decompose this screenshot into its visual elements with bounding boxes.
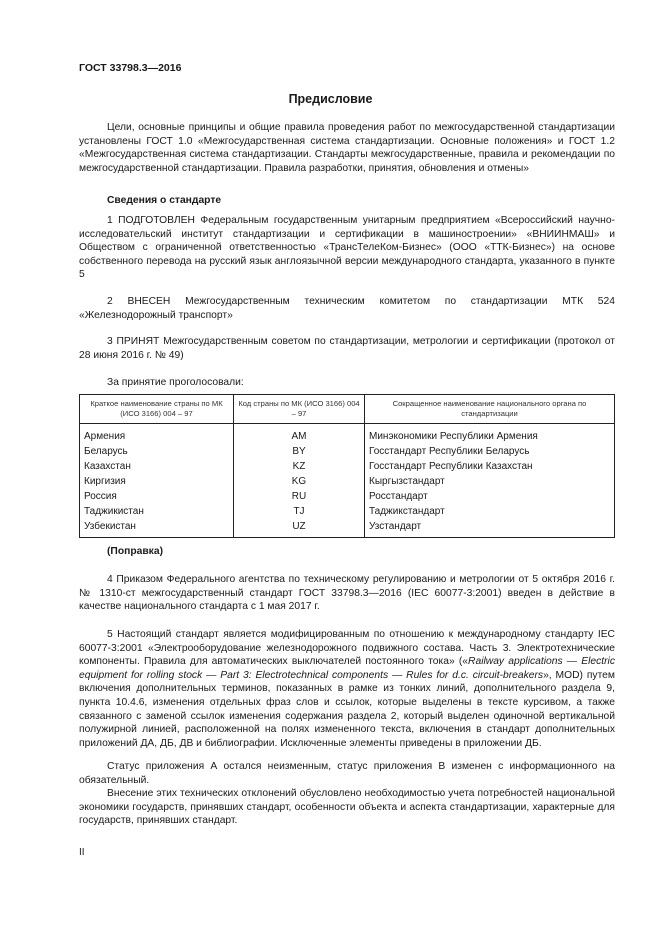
table-row — [80, 444, 615, 459]
table-row — [80, 474, 615, 489]
intro-paragraph: Цели, основные принципы и общие правила проведения работ по межгосударственной стандартизации установлены ГОСТ 1.0 «Межгосударственная система стандартизации. Основные положения» и ГОСТ 1.2 «Межгосударственная система стандартизации. Стандарты межгосударственные, правила и рекомендации по межгосударственной стандартизации. Правила разработки, принятия, обновления и отмены» — [79, 122, 615, 174]
cell-code: BY — [234, 444, 365, 459]
col-header-country: Краткое наименование страны по МК (ИСО 3166) 004 – 97 — [80, 395, 234, 424]
item-5-modification — [79, 628, 615, 750]
item-5-text-start: 5 Настоящий стандарт является модифицированным по отношению к международному стандарту IEC 60077-3:2001 «Электрооборудование железнодорожного подвижного состава. Часть 3. Электротехнические компоненты. Правила для автоматических выключателей постоянного тока» (« — [79, 629, 615, 668]
cell-body: Таджикстандарт — [365, 504, 615, 519]
col-header-body: Сокращенное наименование национального органа по стандартизации — [365, 395, 615, 424]
cell-country: Беларусь — [80, 444, 234, 459]
cell-body: Госстандарт Республики Беларусь — [365, 444, 615, 459]
cell-body: Росстандарт — [365, 489, 615, 504]
page-number: II — [79, 847, 85, 858]
item-3-adopted: 3 ПРИНЯТ Межгосударственным советом по стандартизации, метрологии и сертификации (протокол от 28 июня 2016 г. № 49) — [79, 336, 615, 361]
table-row — [80, 504, 615, 519]
page-title: Предисловие — [288, 92, 373, 106]
col-header-code: Код страны по МК (ИСО 3166) 004 – 97 — [234, 395, 365, 424]
cell-body: Госстандарт Республики Казахстан — [365, 459, 615, 474]
cell-body: Кыргызстандарт — [365, 474, 615, 489]
cell-country: Армения — [80, 424, 234, 445]
table-row — [80, 489, 615, 504]
amendment-label: (Поправка) — [107, 546, 163, 557]
cell-country: Таджикистан — [80, 504, 234, 519]
cell-code: TJ — [234, 504, 365, 519]
cell-body: Минэкономики Республики Армения — [365, 424, 615, 445]
cell-country: Россия — [80, 489, 234, 504]
table-header-row — [80, 395, 615, 424]
cell-body: Узстандарт — [365, 519, 615, 538]
cell-country: Узбекистан — [80, 519, 234, 538]
standard-number: ГОСТ 33798.3—2016 — [79, 62, 182, 74]
cell-code: RU — [234, 489, 365, 504]
item-2-introduced: 2 ВНЕСЕН Межгосударственным техническим комитетом по стандартизации МТК 524 «Железнодорожный транспорт» — [79, 296, 615, 321]
voting-table — [79, 394, 615, 538]
cell-code: AM — [234, 424, 365, 445]
cell-country: Киргизия — [80, 474, 234, 489]
item-4-order: 4 Приказом Федерального агентства по техническому регулированию и метрологии от 5 октября 2016 г. № 1310-ст межгосударственный стандарт ГОСТ 33798.3—2016 (IEC 60077-3:2001) введен в действие в качестве национального стандарта с 1 мая 2017 г. — [79, 574, 615, 613]
section-heading: Сведения о стандарте — [107, 195, 222, 206]
item-5-deviation-reason: Внесение этих технических отклонений обусловлено необходимостью учета потребностей национальной экономики государств, принявших стандарт, особенности объекта и аспекта стандартизации, характерные для государств, принявших стандарт. — [79, 788, 615, 827]
item-5-english-title: Railway applications — Electric equipment for rolling stock — Part 3: Electrotechnical components — Rules for d.c. circuit-breakers — [79, 656, 615, 681]
table-row — [80, 519, 615, 538]
table-row — [80, 424, 615, 445]
table-row — [80, 459, 615, 474]
cell-code: KZ — [234, 459, 365, 474]
voted-label: За принятие проголосовали: — [107, 377, 244, 388]
cell-code: KG — [234, 474, 365, 489]
item-5-text-end: », MOD) путем включения дополнительных терминов, показанных в рамке из тонких линий, дополнительного раздела 9, пункта 10.4.6, изменения отдельных фраз слов и ссылок, которые выделены в тексте курсивом, а также связанного с заменой ссылок изменения содержания раздела 2, который выделен одиночной вертикальной полужирной линией, расположенной на полях измененного текста, включения в стандарт дополнительных приложений ДА, ДБ, ДВ и библиографии. Исключенные элементы приведены в приложении ДБ. — [79, 669, 615, 749]
cell-code: UZ — [234, 519, 365, 538]
item-1-prepared: 1 ПОДГОТОВЛЕН Федеральным государственным унитарным предприятием «Всероссийский научно-исследовательский институт стандартизации и сертификации в машиностроении» «ВНИИНМАШ» и Обществом с ограниченной ответственностью «ТрансТелеКом-Бизнес» (ООО «ТТК-Бизнес») на основе собственного перевода на русский язык англоязычной версии международного стандарта, указанного в пункте 5 — [79, 215, 615, 281]
cell-country: Казахстан — [80, 459, 234, 474]
item-5-annex-status: Статус приложения А остался неизменным, статус приложения В изменен с информационного на обязательный. — [79, 761, 615, 786]
